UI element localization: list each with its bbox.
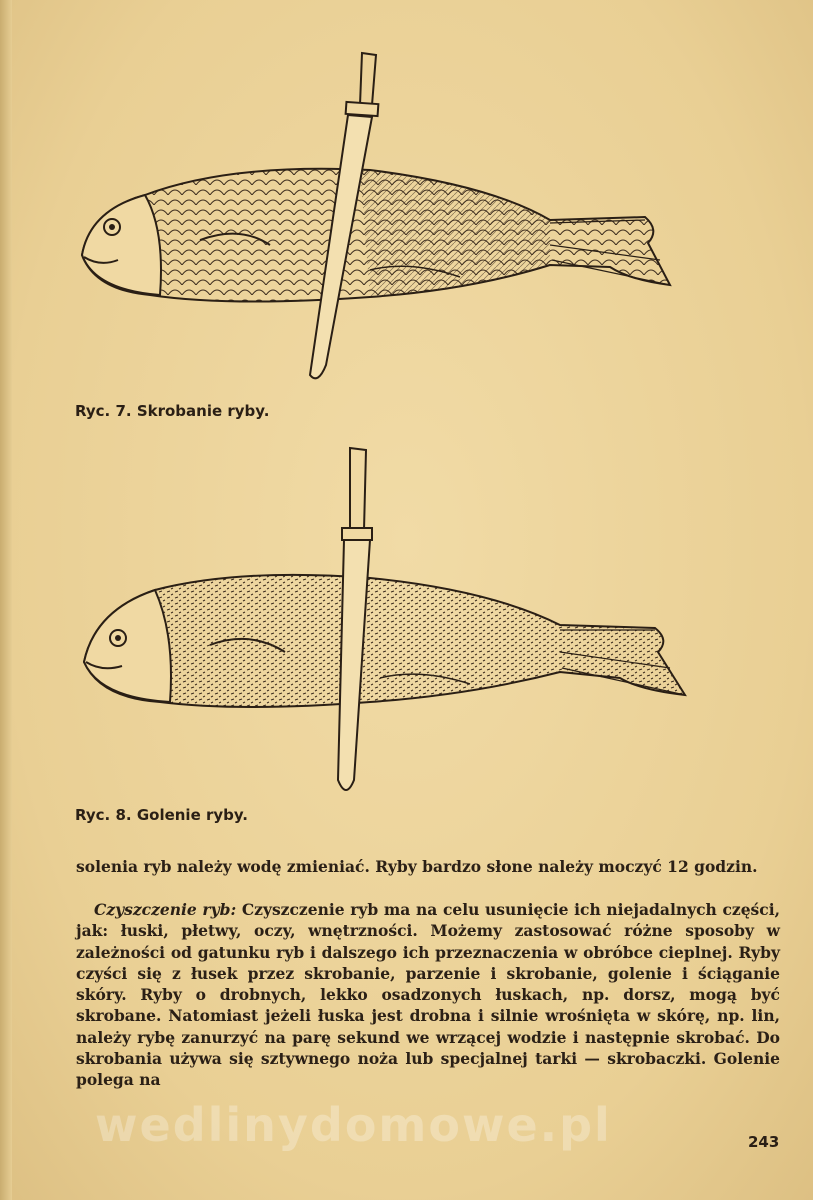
body-paragraph-2 xyxy=(76,899,780,1091)
figure-7-caption: Ryc. 7. Skrobanie ryby. xyxy=(75,402,270,420)
fish-shaving-illustration xyxy=(70,440,690,800)
body-paragraph-1: solenia ryb należy wodę zmieniać. Ryby bardzo słone należy moczyć 12 godzin. xyxy=(76,857,758,876)
section-heading-cleaning-fish: Czyszczenie ryb: xyxy=(94,900,237,919)
figure-fish-shaving xyxy=(70,440,690,800)
page-edge-shadow xyxy=(0,0,12,1200)
figure-fish-scaling xyxy=(70,45,690,395)
body-paragraph-2-text: Czyszczenie ryb ma na celu usunięcie ich niejadalnych części, jak: łuski, płetwy, oczy, wnętrzności. Możemy zastosować różne sposoby w zależności od gatunku ryb i dalszego ich przeznaczenia w obróbce cieplnej. Ryby czyści się z łusek przez skrobanie, parzenie i skrobanie, golenie i ściąganie skóry. Ryby o drobnych, lekko osadzonych łuskach, np. dorsz, mogą być skrobane. Natomiast jeżeli łuska jest drobna i silnie wrośnięta w skórę, np. lin, należy rybę zanurzyć na parę sekund we wrzącej wodzie i następnie skrobać. Do skrobania używa się sztywnego noża lub specjalnej tarki — skrobaczki. Golenie polega na xyxy=(76,900,781,1090)
fish-scaling-illustration xyxy=(70,45,690,395)
page-number: 243 xyxy=(748,1133,780,1151)
watermark: wedlinydomowe.pl xyxy=(95,1098,612,1152)
figure-8-caption: Ryc. 8. Golenie ryby. xyxy=(75,806,248,824)
